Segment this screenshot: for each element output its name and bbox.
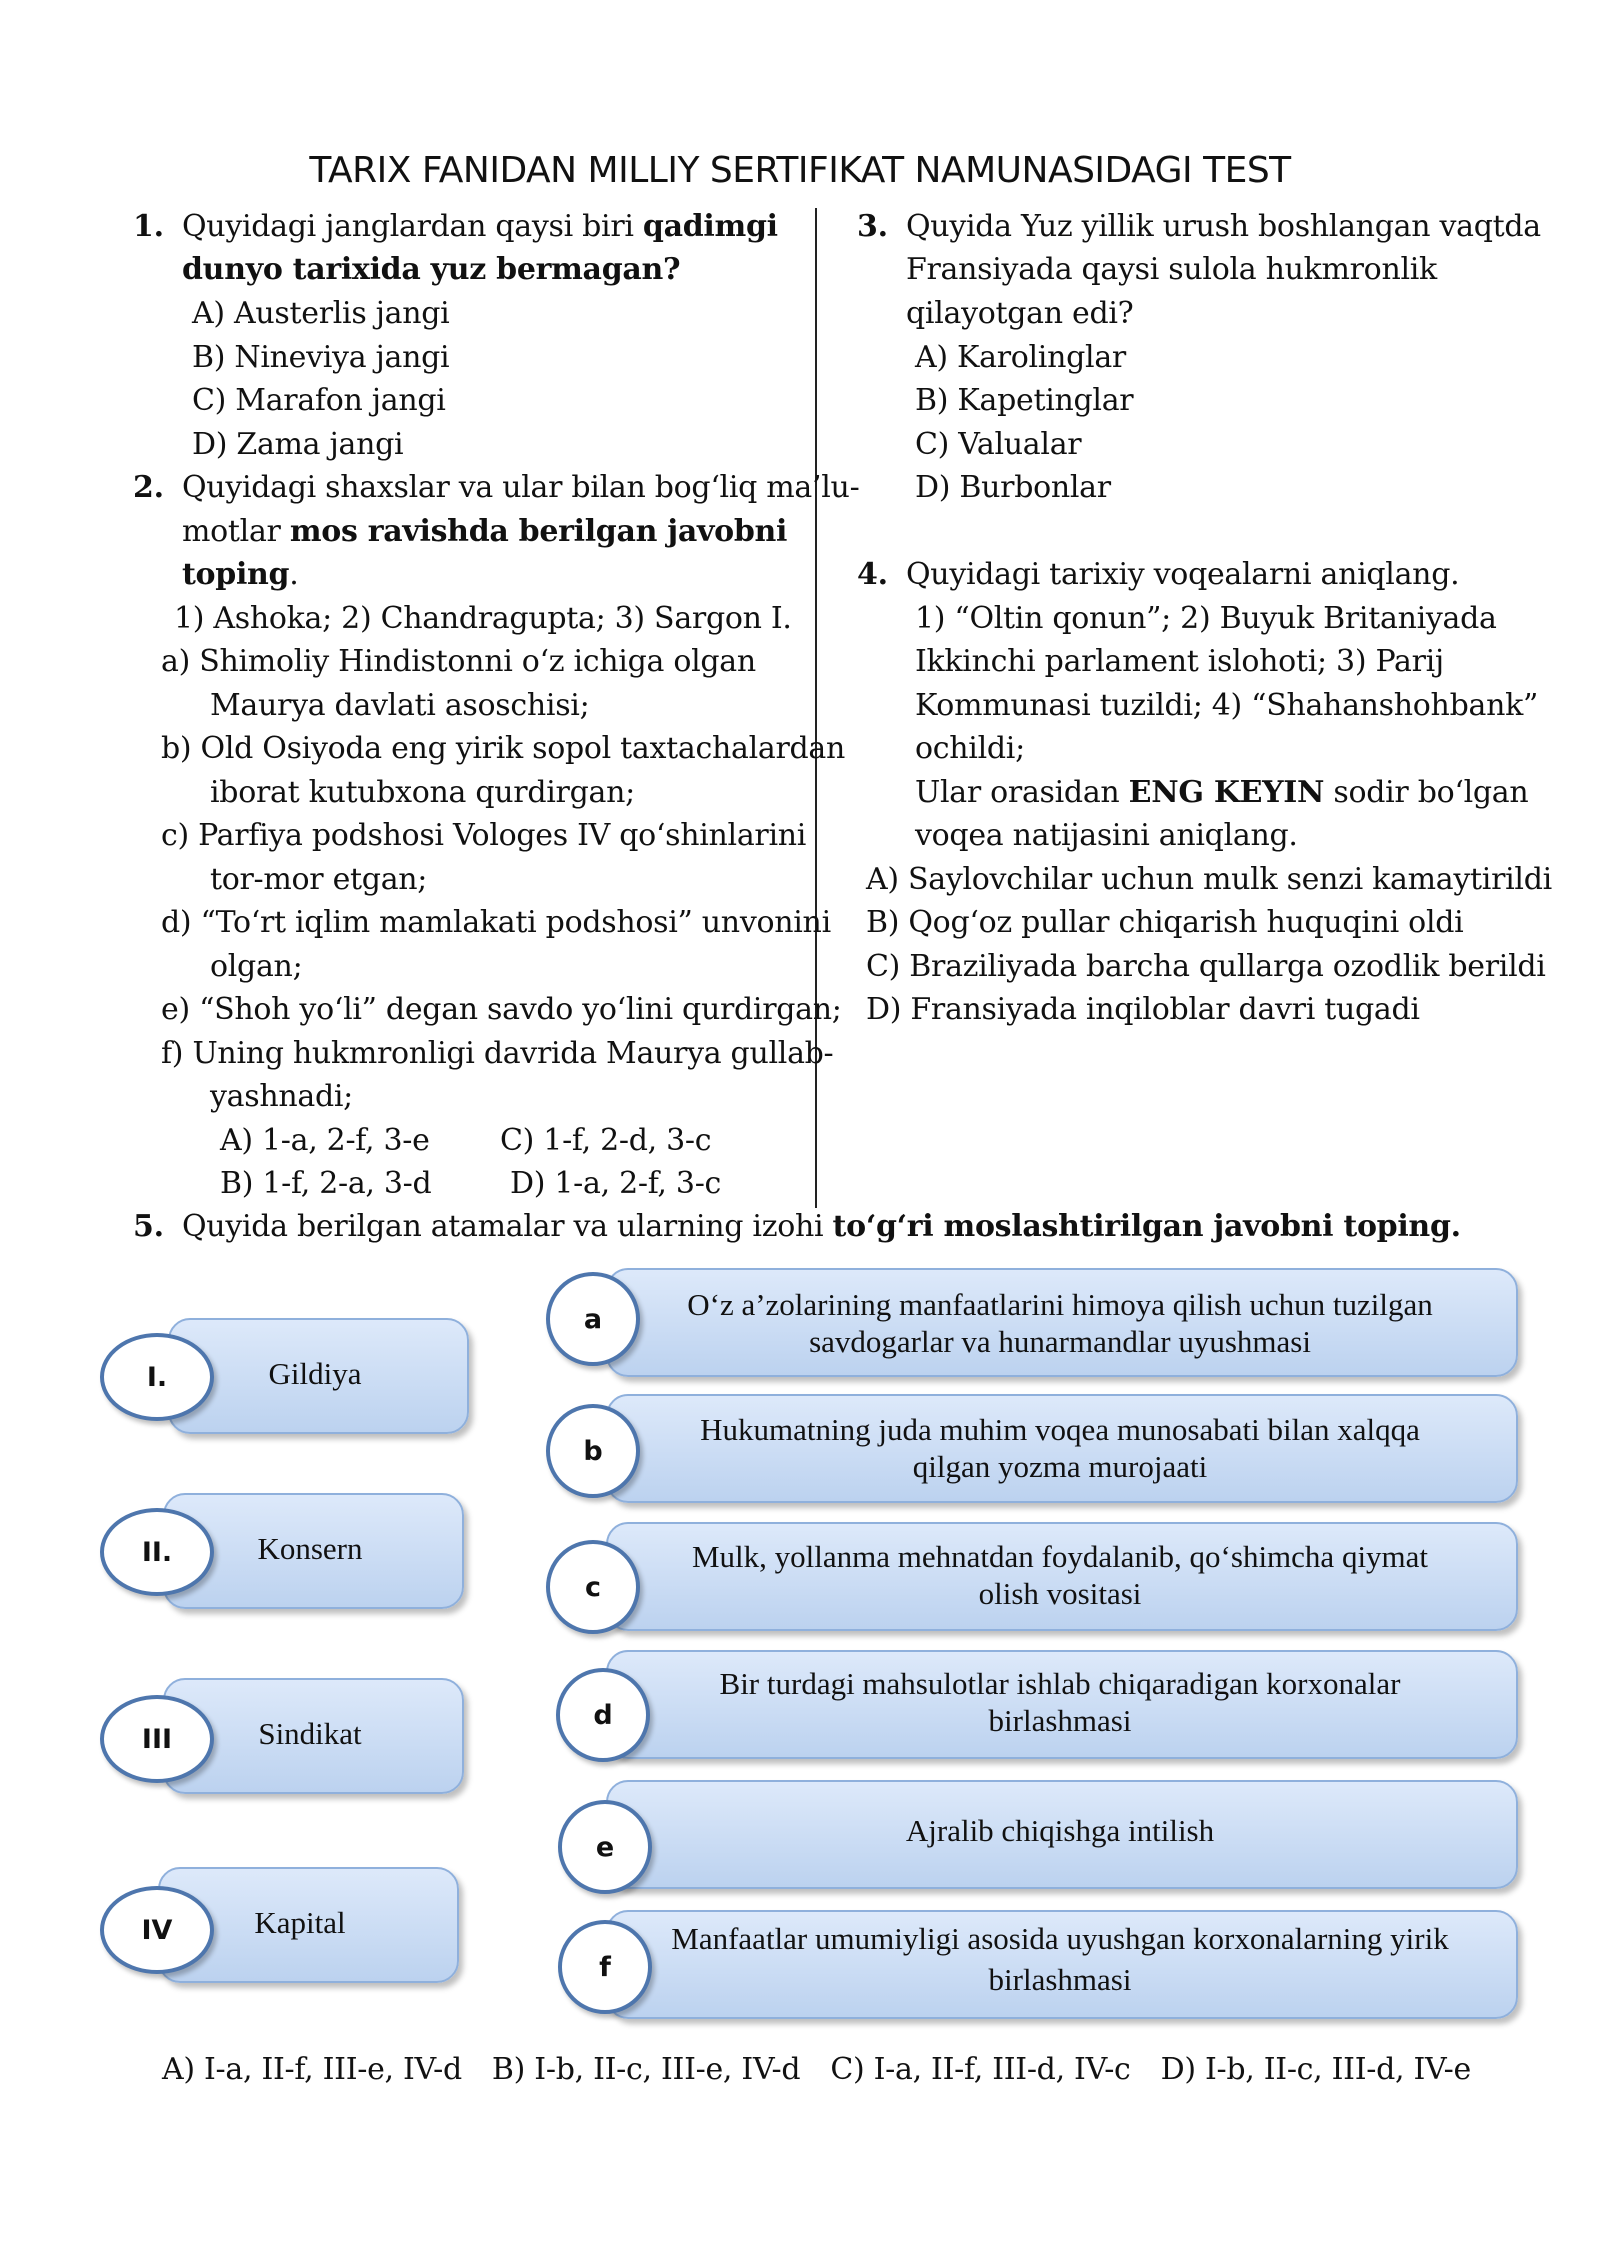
events-line: 1) “Oltin qonun”; 2) Buyuk Britaniyada — [915, 601, 1497, 636]
question-text: Quyidagi shaxslar va ular bilan bog‘liq ma’lu- — [182, 470, 860, 505]
fact-b-cont: iborat kutubxona qurdirgan; — [210, 775, 635, 810]
option-a[interactable]: A) Saylovchilar uchun mulk senzi kamaytirildi — [866, 862, 1552, 897]
option-c[interactable]: C) 1-f, 2-d, 3-c — [500, 1123, 712, 1158]
option-c[interactable]: C) Valualar — [915, 427, 1082, 462]
question-number: 1. — [133, 209, 164, 244]
question-text-cont: motlar mos ravishda berilgan javobni — [182, 514, 788, 549]
option-b[interactable]: B) Qog‘oz pullar chiqarish huquqini oldi — [866, 905, 1464, 940]
option-d[interactable]: D) Burbonlar — [915, 470, 1111, 505]
persons-list: 1) Ashoka; 2) Chandragupta; 3) Sargon I. — [174, 601, 792, 636]
fact-f-cont: yashnadi; — [210, 1079, 353, 1114]
fact-a-cont: Maurya davlati asoschisi; — [210, 688, 590, 723]
fact-c: c) Parfiya podshosi Vologes IV qo‘shinlarini — [161, 818, 807, 853]
events-line: ochildi; — [915, 731, 1025, 766]
question-text: Quyida berilgan atamalar va ularning izohi to‘g‘ri moslashtirilgan javobni toping. — [182, 1209, 1461, 1244]
option-d[interactable]: D) I-b, II-c, III-d, IV-e — [1160, 2052, 1471, 2087]
fact-a: a) Shimoliy Hindistonni o‘z ichiga olgan — [161, 644, 756, 679]
definition-marker: d — [556, 1668, 650, 1762]
option-b[interactable]: B) Kapetinglar — [915, 383, 1134, 418]
term-label: Gildiya — [268, 1356, 362, 1391]
definition-marker: b — [546, 1404, 640, 1498]
option-d[interactable]: D) 1-a, 2-f, 3-c — [510, 1166, 722, 1201]
question-prompt: Ular orasidan ENG KEYIN sodir bo‘lgan — [915, 775, 1529, 810]
fact-e: e) “Shoh yo‘li” degan savdo yo‘lini qurdirgan; — [161, 992, 842, 1027]
question-number: 4. — [857, 557, 888, 592]
option-d[interactable]: D) Zama jangi — [192, 427, 404, 462]
term-marker: III — [100, 1695, 214, 1783]
fact-d-cont: olgan; — [210, 949, 303, 984]
option-a[interactable]: A) Austerlis jangi — [192, 296, 450, 331]
question-number: 2. — [133, 470, 164, 505]
fact-c-cont: tor-mor etgan; — [210, 862, 428, 897]
question-prompt-cont: voqea natijasini aniqlang. — [915, 818, 1298, 853]
definition-text: Mulk, yollanma mehnatdan foydalanib, qo‘shimcha qiymat olish vositasi — [691, 1539, 1429, 1611]
definition-marker: c — [546, 1540, 640, 1634]
definition-text: Bir turdagi mahsulotlar ishlab chiqaradigan korxonalar birlashmasi — [719, 1666, 1401, 1738]
option-d[interactable]: D) Fransiyada inqiloblar davri tugadi — [866, 992, 1420, 1027]
page-title: TARIX FANIDAN MILLIY SERTIFIKAT NAMUNASIDAGI TEST — [309, 150, 1291, 191]
option-a[interactable]: A) Karolinglar — [915, 340, 1126, 375]
option-c[interactable]: C) I-a, II-f, III-d, IV-c — [830, 2052, 1131, 2087]
option-c[interactable]: C) Braziliyada barcha qullarga ozodlik berildi — [866, 949, 1546, 984]
question-number: 3. — [857, 209, 888, 244]
question-text-cont: dunyo tarixida yuz bermagan? — [182, 252, 681, 287]
definition-marker: a — [546, 1272, 640, 1366]
option-b[interactable]: B) 1-f, 2-a, 3-d — [220, 1166, 432, 1201]
term-marker: II. — [100, 1508, 214, 1596]
question-text-cont: toping. — [182, 557, 299, 592]
definition-text: Ajralib chiqishga intilish — [905, 1813, 1215, 1848]
term-marker: I. — [100, 1333, 214, 1421]
question-text: Quyidagi tarixiy voqealarni aniqlang. — [906, 557, 1460, 592]
events-line: Kommunasi tuzildi; 4) “Shahanshohbank” — [915, 688, 1539, 723]
option-a[interactable]: A) I-a, II-f, III-e, IV-d — [162, 2052, 462, 2087]
question-number: 5. — [133, 1209, 164, 1244]
question-text: Quyidagi janglardan qaysi biri qadimgi — [182, 209, 778, 244]
question-text: Quyida Yuz yillik urush boshlangan vaqtda — [906, 209, 1541, 244]
option-b[interactable]: B) I-b, II-c, III-e, IV-d — [491, 2052, 801, 2087]
definition-text: Manfaatlar umumiyligi asosida uyushgan korxonalarning yirik birlashmasi — [671, 1921, 1449, 1997]
definition-text: Hukumatning juda muhim voqea munosabati bilan xalqqa qilgan yozma murojaati — [700, 1412, 1420, 1484]
term-marker: IV — [100, 1886, 214, 1974]
option-a[interactable]: A) 1-a, 2-f, 3-e — [220, 1123, 430, 1158]
term-label: Konsern — [257, 1531, 363, 1566]
answer-options — [162, 2052, 1501, 2087]
fact-b: b) Old Osiyoda eng yirik sopol taxtachalardan — [161, 731, 846, 766]
term-label: Kapital — [254, 1905, 346, 1940]
option-b[interactable]: B) Nineviya jangi — [192, 340, 450, 375]
definition-text: O‘z a’zolarining manfaatlarini himoya qilish uchun tuzilgan savdogarlar va hunarmandlar uyushmasi — [687, 1287, 1433, 1359]
term-label: Sindikat — [258, 1716, 362, 1751]
definition-marker: f — [558, 1920, 652, 2014]
option-c[interactable]: C) Marafon jangi — [192, 383, 446, 418]
definition-marker: e — [558, 1800, 652, 1894]
events-line: Ikkinchi parlament islohoti; 3) Parij — [915, 644, 1444, 679]
fact-f: f) Uning hukmronligi davrida Maurya gullab- — [161, 1036, 834, 1071]
fact-d: d) “To‘rt iqlim mamlakati podshosi” unvonini — [161, 905, 831, 940]
question-text-cont: Fransiyada qaysi sulola hukmronlik — [906, 252, 1437, 287]
question-text-cont: qilayotgan edi? — [906, 296, 1134, 331]
